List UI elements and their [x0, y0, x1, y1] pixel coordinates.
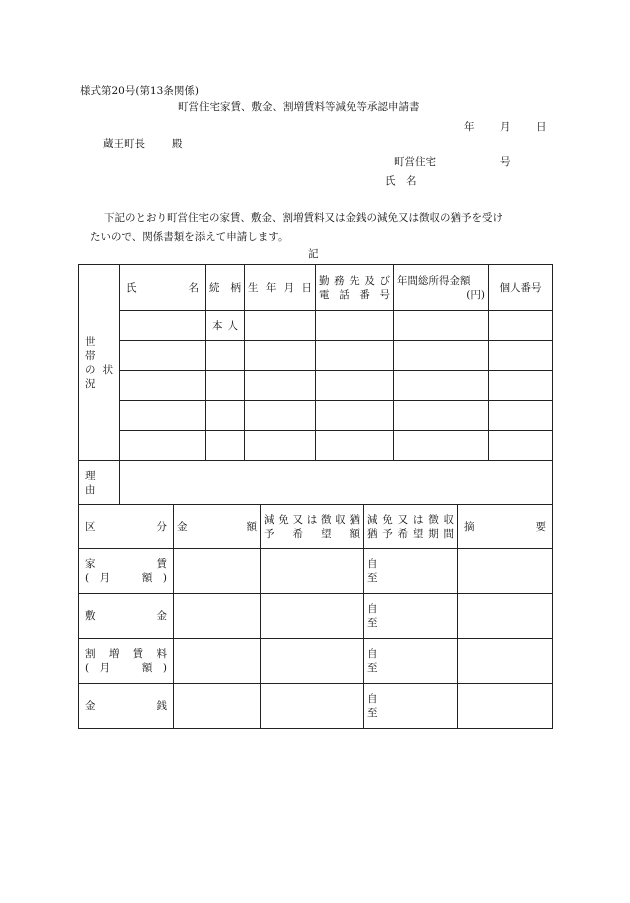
household-work-cell[interactable] [316, 431, 394, 461]
household-name-cell[interactable] [120, 311, 206, 341]
household-birth-cell[interactable] [245, 311, 316, 341]
household-relation-cell[interactable] [206, 371, 245, 401]
household-income-cell[interactable] [394, 401, 489, 431]
addressee-honorific: 殿 [172, 138, 183, 150]
fee-period-cell[interactable]: 自 至 [364, 594, 458, 639]
fee-remarks-cell[interactable] [458, 594, 553, 639]
fee-amount-cell[interactable] [174, 684, 261, 729]
household-name-cell[interactable] [120, 401, 206, 431]
fee-row-label: 家 賃 (月 額) [79, 549, 174, 594]
page-title: 町営住宅家賃、敷金、割増賃料等減免等承認申請書 [178, 101, 420, 113]
fee-remarks-cell[interactable] [458, 639, 553, 684]
applicant-name-label: 氏 名 [385, 175, 417, 187]
household-side-label: 世 帯 の 状 況 [79, 265, 120, 461]
fee-request-cell[interactable] [261, 684, 364, 729]
date-day: 日 [536, 121, 547, 133]
household-personal-number-cell[interactable] [489, 431, 553, 461]
household-relation-cell[interactable] [206, 341, 245, 371]
self-label: 本人 [206, 311, 245, 341]
housing-label: 町営住宅 [394, 156, 436, 168]
reason-field[interactable] [120, 461, 553, 505]
household-birth-cell[interactable] [245, 431, 316, 461]
fee-period-cell[interactable]: 自 至 [364, 549, 458, 594]
fee-request-cell[interactable] [261, 594, 364, 639]
household-work-cell[interactable] [316, 341, 394, 371]
col-birth-header: 生年月日 [245, 265, 316, 311]
table-row [79, 594, 553, 639]
table-row [79, 401, 553, 431]
fee-row-label: 割増賃料 (月 額) [79, 639, 174, 684]
fee-remarks-cell[interactable] [458, 549, 553, 594]
household-personal-number-cell[interactable] [489, 401, 553, 431]
household-name-cell[interactable] [120, 341, 206, 371]
household-name-cell[interactable] [120, 431, 206, 461]
fee-request-cell[interactable] [261, 549, 364, 594]
household-income-cell[interactable] [394, 311, 489, 341]
household-income-cell[interactable] [394, 341, 489, 371]
household-table [78, 264, 553, 505]
fee-period-cell[interactable]: 自 至 [364, 639, 458, 684]
table-row [79, 311, 553, 341]
table-row [79, 371, 553, 401]
fee-amount-cell[interactable] [174, 639, 261, 684]
fee-table [78, 504, 553, 729]
household-birth-cell[interactable] [245, 341, 316, 371]
fee-remarks-cell[interactable] [458, 684, 553, 729]
col-amount-header: 金 額 [174, 505, 261, 549]
household-name-cell[interactable] [120, 371, 206, 401]
household-birth-cell[interactable] [245, 371, 316, 401]
household-birth-cell[interactable] [245, 401, 316, 431]
col-relation-header: 続柄 [206, 265, 245, 311]
fee-request-cell[interactable] [261, 639, 364, 684]
household-work-cell[interactable] [316, 401, 394, 431]
fee-row-label: 金 銭 [79, 684, 174, 729]
ki-label: 記 [308, 248, 319, 260]
date-month: 月 [500, 121, 511, 133]
col-period-header: 減免又は徴収 猶予希望期間 [364, 505, 458, 549]
household-personal-number-cell[interactable] [489, 311, 553, 341]
col-work-header: 勤務先及び 電話番号 [316, 265, 394, 311]
reason-label: 理 由 [79, 461, 120, 505]
table-row [79, 341, 553, 371]
household-income-cell[interactable] [394, 371, 489, 401]
paragraph-line-1: 下記のとおり町営住宅の家賃、敷金、割増賃料又は金銭の減免又は徴収の猶予を受け [104, 212, 503, 224]
table-row [79, 639, 553, 684]
fee-amount-cell[interactable] [174, 594, 261, 639]
household-personal-number-cell[interactable] [489, 341, 553, 371]
addressee: 蔵王町長 [103, 138, 145, 150]
household-work-cell[interactable] [316, 371, 394, 401]
fee-amount-cell[interactable] [174, 549, 261, 594]
paragraph-line-2: たいので、関係書類を添えて申請します。 [90, 231, 289, 243]
housing-number-suffix: 号 [500, 156, 511, 168]
household-income-cell[interactable] [394, 431, 489, 461]
table-row [79, 549, 553, 594]
col-personal-number-header: 個人番号 [489, 265, 553, 311]
fee-row-label: 敷 金 [79, 594, 174, 639]
col-category-header: 区 分 [79, 505, 174, 549]
fee-period-cell[interactable]: 自 至 [364, 684, 458, 729]
household-relation-cell[interactable] [206, 401, 245, 431]
col-name-header: 氏 名 [120, 265, 206, 311]
household-work-cell[interactable] [316, 311, 394, 341]
table-row [79, 431, 553, 461]
form-number: 様式第20号(第13条関係) [80, 85, 199, 97]
date-year: 年 [464, 121, 475, 133]
col-request-header: 減免又は徴収猶 予希望額 [261, 505, 364, 549]
table-row [79, 684, 553, 729]
col-income-header: 年間総所得金額 (円) [394, 265, 489, 311]
household-relation-cell[interactable] [206, 431, 245, 461]
col-remarks-header: 摘 要 [458, 505, 553, 549]
household-personal-number-cell[interactable] [489, 371, 553, 401]
